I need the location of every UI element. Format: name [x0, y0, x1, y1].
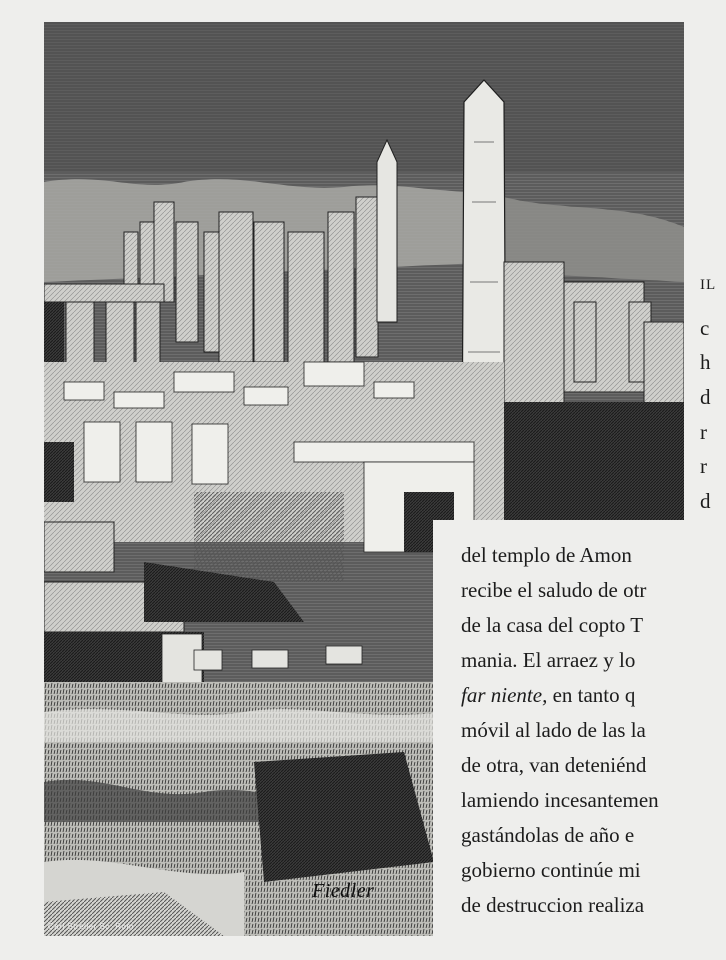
side-line: h: [700, 350, 711, 374]
side-line: d: [700, 489, 711, 513]
artist-signature: Fiedler: [312, 880, 375, 902]
side-line: r: [700, 420, 707, 444]
text-line-rest: en tanto q: [547, 683, 636, 707]
text-line: recibe el saludo de otr: [461, 578, 647, 602]
text-line: [461, 685, 635, 706]
engraver-credit: Carl Streller Sc. Rom: [48, 922, 134, 931]
text-line: de la casa del copto T: [461, 613, 644, 637]
side-line: c: [700, 316, 710, 340]
text-line: mania. El arraez y lo: [461, 648, 636, 672]
text-line: de otra, van deteniénd: [461, 753, 647, 777]
side-text-fragment: [700, 270, 726, 540]
side-line: r: [700, 454, 707, 478]
text-line: gastándolas de año e: [461, 823, 635, 847]
italic-phrase: far niente,: [461, 683, 548, 707]
text-line: gobierno continúe mi: [461, 858, 641, 882]
drop-cap-fragment: IL: [700, 277, 717, 293]
text-line: del templo de Amon: [461, 543, 632, 567]
text-line: de destruccion realiza: [461, 893, 645, 917]
side-line: d: [700, 385, 711, 409]
text-line: lamiendo incesantemen: [461, 788, 659, 812]
text-line: móvil al lado de las la: [461, 718, 646, 742]
